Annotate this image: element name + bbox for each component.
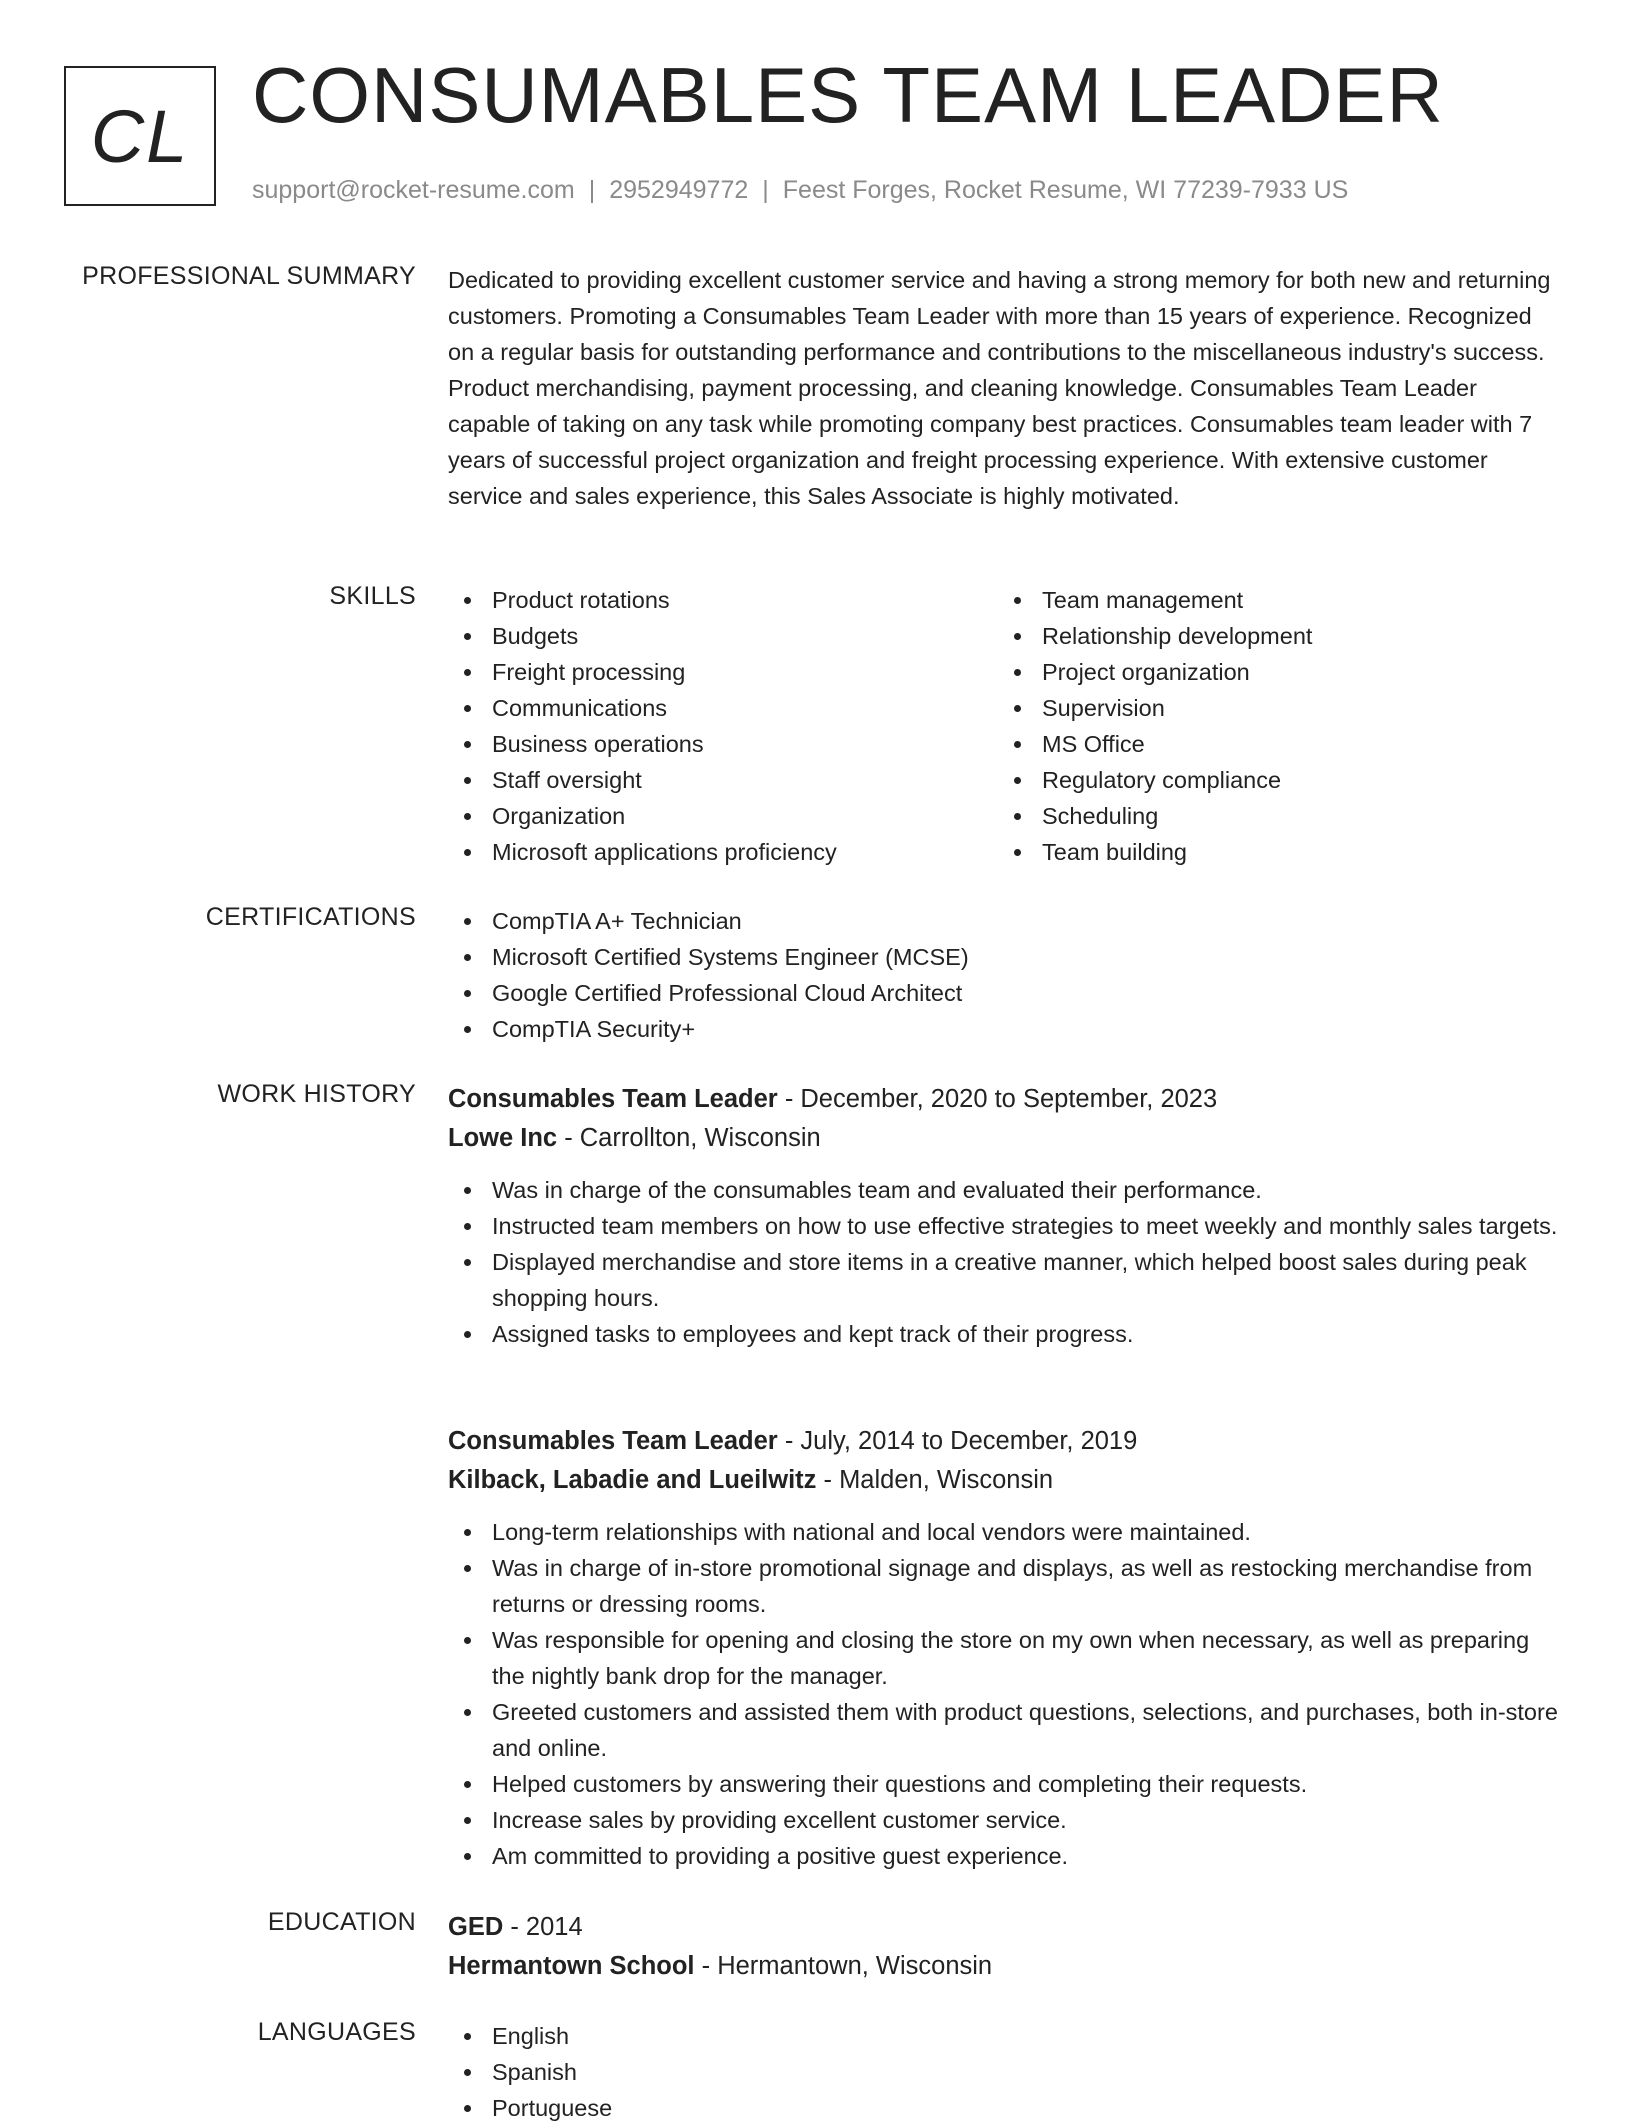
skills-content — [448, 582, 1564, 870]
list-item: Microsoft applications proficiency — [448, 834, 998, 870]
job-dates: - July, 2014 to December, 2019 — [777, 1427, 1138, 1455]
list-item: Microsoft Certified Systems Engineer (MCSE) — [448, 939, 1564, 975]
job-company-line — [448, 1461, 1564, 1500]
list-item: Relationship development — [998, 618, 1548, 654]
list-item: Supervision — [998, 690, 1548, 726]
list-item: Product rotations — [448, 582, 998, 618]
job-entry — [448, 1080, 1564, 1352]
list-item: Business operations — [448, 726, 998, 762]
list-item: Helped customers by answering their questions and completing their requests. — [448, 1766, 1564, 1802]
list-item: Google Certified Professional Cloud Architect — [448, 975, 1564, 1011]
education-degree: GED — [448, 1913, 504, 1941]
list-item: Regulatory compliance — [998, 762, 1548, 798]
section-label-education: EDUCATION — [267, 1908, 416, 1936]
section-label-languages: LANGUAGES — [257, 2018, 416, 2046]
list-item: Budgets — [448, 618, 998, 654]
education-school-line — [448, 1947, 1564, 1986]
list-item: Displayed merchandise and store items in a creative manner, which helped boost sales during peak shopping hours. — [448, 1244, 1564, 1316]
summary-content — [448, 262, 1564, 514]
job-title: Consumables Team Leader — [448, 1427, 778, 1455]
job-bullets — [448, 1514, 1564, 1874]
contact-line — [252, 176, 1348, 205]
languages-content — [448, 2018, 1564, 2126]
section-label-summary: PROFESSIONAL SUMMARY — [82, 262, 416, 290]
job-company-line — [448, 1119, 1564, 1158]
job-bullets — [448, 1172, 1564, 1352]
list-item: English — [448, 2018, 1564, 2054]
job-location: - Carrollton, Wisconsin — [557, 1124, 821, 1152]
certifications-content — [448, 903, 1564, 1047]
list-item: Increase sales by providing excellent customer service. — [448, 1802, 1564, 1838]
monogram-logo — [64, 66, 216, 206]
monogram-text: CL — [90, 94, 190, 178]
list-item: Portuguese — [448, 2090, 1564, 2126]
job-title: Consumables Team Leader — [448, 1085, 778, 1113]
job-dates: - December, 2020 to September, 2023 — [777, 1085, 1218, 1113]
education-school: Hermantown School — [448, 1952, 695, 1980]
list-item: Long-term relationships with national and local vendors were maintained. — [448, 1514, 1564, 1550]
list-item: Freight processing — [448, 654, 998, 690]
list-item: Was responsible for opening and closing the store on my own when necessary, as well as preparing the nightly bank drop for the manager. — [448, 1622, 1564, 1694]
education-content — [448, 1908, 1564, 1986]
contact-separator: | — [762, 176, 769, 204]
list-item: Organization — [448, 798, 998, 834]
skills-list-right — [998, 582, 1548, 870]
list-item: Team building — [998, 834, 1548, 870]
contact-email: support@rocket-resume.com — [252, 176, 575, 204]
skills-list-left — [448, 582, 998, 870]
contact-separator: | — [588, 176, 596, 204]
summary-text: Dedicated to providing excellent customer service and having a strong memory for both new and returning customers. Promoting a Consumables Team Leader with more than 15 years of experience. Recognized on a regular basis for outstanding performance and contributions to the miscellaneous industry's success. Product merchandising, payment processing, and cleaning knowledge. Consumables Team Leader capable of taking on any task while promoting company best practices. Consumables team leader with 7 years of successful project organization and freight processing experience. With extensive customer service and sales experience, this Sales Associate is highly motivated. — [448, 267, 1551, 509]
list-item: MS Office — [998, 726, 1548, 762]
job-entry — [448, 1422, 1564, 1874]
list-item: Communications — [448, 690, 998, 726]
certifications-list — [448, 903, 1564, 1047]
education-year: - 2014 — [503, 1913, 583, 1941]
list-item: Was in charge of the consumables team and evaluated their performance. — [448, 1172, 1564, 1208]
list-item: Scheduling — [998, 798, 1548, 834]
contact-phone: 2952949772 — [609, 176, 749, 204]
job-title-line — [448, 1080, 1564, 1119]
list-item: Was in charge of in-store promotional signage and displays, as well as restocking merchandise from returns or dressing rooms. — [448, 1550, 1564, 1622]
job-location: - Malden, Wisconsin — [816, 1466, 1054, 1494]
list-item: Assigned tasks to employees and kept track of their progress. — [448, 1316, 1564, 1352]
list-item: CompTIA A+ Technician — [448, 903, 1564, 939]
section-label-work-history: WORK HISTORY — [217, 1080, 416, 1108]
list-item: Instructed team members on how to use effective strategies to meet weekly and monthly sales targets. — [448, 1208, 1564, 1244]
list-item: Team management — [998, 582, 1548, 618]
list-item: Greeted customers and assisted them with product questions, selections, and purchases, both in-store and online. — [448, 1694, 1564, 1766]
languages-list — [448, 2018, 1564, 2126]
education-location: - Hermantown, Wisconsin — [694, 1952, 993, 1980]
list-item: Am committed to providing a positive guest experience. — [448, 1838, 1564, 1874]
contact-address: Feest Forges, Rocket Resume, WI 77239-7933 US — [782, 176, 1349, 204]
list-item: CompTIA Security+ — [448, 1011, 1564, 1047]
section-label-certifications: CERTIFICATIONS — [205, 903, 416, 931]
list-item: Staff oversight — [448, 762, 998, 798]
list-item: Project organization — [998, 654, 1548, 690]
section-label-skills: SKILLS — [329, 582, 416, 610]
job-title-line — [448, 1422, 1564, 1461]
list-item: Spanish — [448, 2054, 1564, 2090]
education-degree-line — [448, 1908, 1564, 1947]
job-company: Lowe Inc — [448, 1124, 558, 1152]
job-company: Kilback, Labadie and Lueilwitz — [448, 1466, 817, 1494]
resume-title: CONSUMABLES TEAM LEADER — [252, 51, 1444, 139]
